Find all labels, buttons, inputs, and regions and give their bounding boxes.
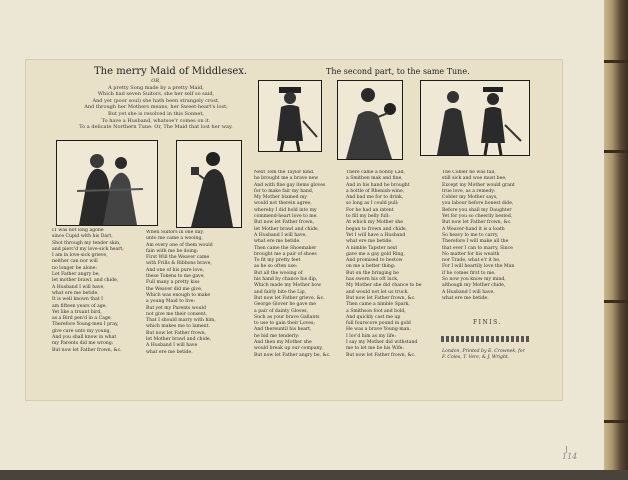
verse-line: But now let Father frown, &c. [346,352,416,358]
verse-line: since Cupid with his Dart, [52,234,113,240]
verse-line: a Smithen mak and fine, [346,176,403,182]
verse-line: Shot through my tender skin, [52,240,121,246]
verse-line: me to let me be his Wife. [346,346,404,352]
intro-line: A pretty Song made by a pretty Maid, [108,84,204,91]
verse-line: But now let Father frown, [254,220,315,226]
verse-line: you labour before honest dide, [442,201,514,207]
verse-line: a bottle of Rhenish-wine, [346,188,405,194]
verse-line: nor Trade, what e'r it be, [442,258,501,264]
verse-line: and would not let us truck. [346,289,409,295]
verse-line: My Mother she did chance to be [346,283,422,289]
verse-line: But on the bringing he [346,270,399,276]
verse-line: George Glover he gave me [254,302,317,308]
intro-line: And through her Mothers means, her Sweet-heart's lost; [84,104,228,111]
second-part-title: The second part, to the same Tune. [326,67,470,76]
verse-line: To fit my pretty feet [254,258,301,264]
verse-line: on me a better thing: [346,264,396,270]
woodcut-lady-with-fan [337,80,403,160]
verse-line: And promised to bestow [346,258,403,264]
verse-line: no longer be alone: [52,265,98,271]
verse-line: if he comes first to me. [442,270,496,276]
verse-line: No matter for his wealth [442,251,500,257]
verse-line: And thereuntil his heart, [254,327,312,333]
verse-line: First Will the Weaver came [146,255,210,261]
verse-line: But now let Father frown, &c. [442,220,512,226]
verse-line: what ere me betide. [254,239,301,245]
book-spine [604,0,628,470]
verse-line: although my Mother chide, [442,283,506,289]
verse-line: Yet like a truant bird, [52,309,102,315]
verse-line: Therefore I will make all the [442,239,509,245]
verse-line: what ere me betide. [442,295,489,301]
colophon-line: F. Coles, T. Vere, & J. Wright. [442,355,510,361]
verse-line: At which my Mother she [346,220,403,226]
verse-line: A Weaver-hand it is a loath [442,226,505,232]
verse-line: A nimble Tapster next [346,245,398,251]
page-number: 114 [562,452,578,461]
verse-line: When Suitors in one day, [146,230,204,235]
verse-line: to use to gain their Loves; [254,321,315,327]
verse-line: his hand by chance his dip, [254,277,318,283]
verse-line: would break up our company, [254,346,323,352]
verse-line: commend-heart love to me. [254,214,318,220]
verse-line: But now let Father frown, &c. [346,295,416,301]
verse-line: brought me a pair of shoes [254,251,317,257]
verse-line: I lov'd him as my life: [346,333,396,339]
verse-line: with Frills & Ribbons brave, [146,261,212,267]
verse-line: Therefore Young-men I pray, [52,322,119,328]
verse-line: that ever I can to marry, Since [442,245,513,251]
verse-line: For I will heartily love the Man [442,264,515,270]
verse-line: what ere me betide. [346,239,393,245]
verse-line: has sworn his oft luck, [346,277,399,283]
verse-line: There came a bonny Lad, [346,170,406,175]
verse-line: fain with me be doing: [146,248,199,254]
verse-line: Before you shall my Daughter [442,207,512,213]
verse-line: A Husband I will have, [442,289,495,295]
verse-line: would not therein agree, [254,201,312,207]
verse-line: a pair of dainty Gloves, [254,308,308,314]
verse-line: what ere me betide. [52,290,99,296]
verse-line: for to make fair my hand, [254,188,314,194]
verse-line: and pierc'd my love-sick heart; [52,246,124,252]
verse-line: Such as your brave Gallants [254,314,320,320]
verse-line: A Husband I will have, [52,284,105,290]
verse-line: Which made my Mother bow [254,283,322,289]
verse-line: But all the wooing of [254,270,303,276]
verse-line: whereby I did hold into my [254,207,317,213]
verse-line: Next Tom the Taylor kind, [254,170,315,175]
intro-line: To have a Husband, whatsoe'r comes on it. [101,117,211,124]
intro-line: OR, [151,78,161,84]
intro-line: And yet (poor soul) she hath been strangely crost, [92,97,220,104]
verse-line: which makes me to lament. [146,324,210,330]
verse-line: IT was not long agone [52,228,104,233]
verse-line: And bad me for to drink, [346,195,404,201]
verse-line: to fill my belly full: [346,214,390,220]
ballad-column-1 [52,228,142,384]
finis-label: FINIS. [473,319,502,326]
verse-line: a Smithson foot and bold, [346,308,406,314]
verse-line: let Mother brawl and chide, [146,337,212,343]
verse-line: But now let Father angry be, &c. [254,352,331,358]
verse-line: The Cobler he was fail, [442,170,496,175]
verse-line: And with fine gay items gloves [254,182,326,188]
verse-line: Cobler my Mother says, [442,195,498,201]
verse-line: my Parents did me wrong: [52,341,114,347]
background [0,470,628,480]
ballad-intro [56,78,256,131]
intro-line: Which had seven Suitors, she her self so said, [97,91,215,98]
verse-line: let mother brawl, and chide, [52,278,119,284]
verse-line: So heavy to me to carry, [442,232,499,238]
verse-line: For he had an intent [346,207,394,213]
verse-line: I say my Mother did withstand [346,340,418,346]
verse-line: Which was enough to make [146,292,211,298]
verse-line: and fairly bite the Lip, [254,289,307,295]
verse-line: true love, as a remedy: [442,188,496,194]
verse-line: A Husband I will have, [254,232,307,238]
verse-line: A Husband I will have [146,343,198,349]
intro-line: But yet she is resolved in this Sonnet, [108,110,204,117]
verse-line: unto me came a wooing, [146,236,203,242]
verse-line: let Mother brawl and chide, [254,226,320,232]
verse-line: That I should marry with him, [146,318,216,324]
verse-line: Full many a pretty kiss [146,280,200,286]
ballad-column-4 [346,170,438,386]
verse-line: these Tokens to me gave, [146,274,205,280]
verse-line: So now you know my mind, [442,277,506,283]
verse-line: Yet I will have a Husband [346,232,406,238]
verse-line: And you shall know in what [52,335,117,341]
ballad-column-5 [442,170,536,310]
verse-line: he bid me tenderly: [254,333,300,339]
verse-line: full fourscore pound in gold [346,321,411,327]
verse-line: Then came the Shoemaker [254,245,317,251]
verse-line: Am every one of them would [146,242,213,248]
verse-line: as he so often use: [254,264,298,270]
verse-line: Then came a nimble Spark, [346,302,410,308]
verse-line: a young Maid to live: [146,299,196,305]
verse-line: But yet my Parents would [146,305,206,311]
verse-line: am fifteen years of age, [52,303,107,309]
verse-line: Except my Mother would grant [442,182,515,188]
verse-line: And in his hand he brought [346,182,410,188]
ballad-title: The merry Maid of Middlesex. [94,66,248,77]
verse-line: so long as I could pull: [346,201,399,207]
verse-line: And one of his pure love, [146,267,205,273]
colophon-line: London, Printed by E. Crownek, for [442,349,525,354]
verse-line: what ere me betide. [146,349,193,355]
verse-line: the Weaver did me give, [146,286,203,292]
colophon [442,349,525,362]
verse-line: Yet for you so cheerily bested, [442,214,513,220]
verse-line: still sick and woe must bee, [442,176,507,182]
woodcut-gentleman-with-sword [258,80,322,152]
verse-line: I am in love-sick grieve, [52,253,108,259]
verse-line: And quickly cast me up [346,314,401,320]
verse-line: he brought me a brave new [254,176,319,182]
intro-line: To a delicate Northern Tune: Or, The Maid that lost her way. [79,124,233,131]
verse-line: But now let Father frown, [146,330,207,336]
verse-line: as a Bird pen'd in a Cage. [52,316,112,322]
verse-line: gave me a gay gold Ring, [346,251,405,257]
woodcut-couple [56,140,158,226]
verse-line: And then my Mother she [254,340,312,346]
verse-line: began to frown and chide, [346,226,408,232]
verse-line: neither can nor will [52,259,98,265]
ballad-column-3 [254,170,346,386]
verse-line: give care unto my young, [52,328,111,334]
verse-line: not give me their consent, [146,311,208,317]
verse-line: But now let Father grieve, &c. [254,295,325,301]
verse-line: Let Father angry be, [52,272,100,278]
printers-ornament [441,336,531,342]
verse-line: It is well known that I [52,297,103,303]
woodcut-courting-couple [420,80,530,156]
verse-line: He was a brave Young-man, [346,327,411,333]
ballad-column-2 [146,230,236,382]
verse-line: My Mother blamed my [254,195,307,201]
verse-line: But now let Father frown, &c. [52,347,122,353]
woodcut-lady-with-cup [176,140,242,228]
